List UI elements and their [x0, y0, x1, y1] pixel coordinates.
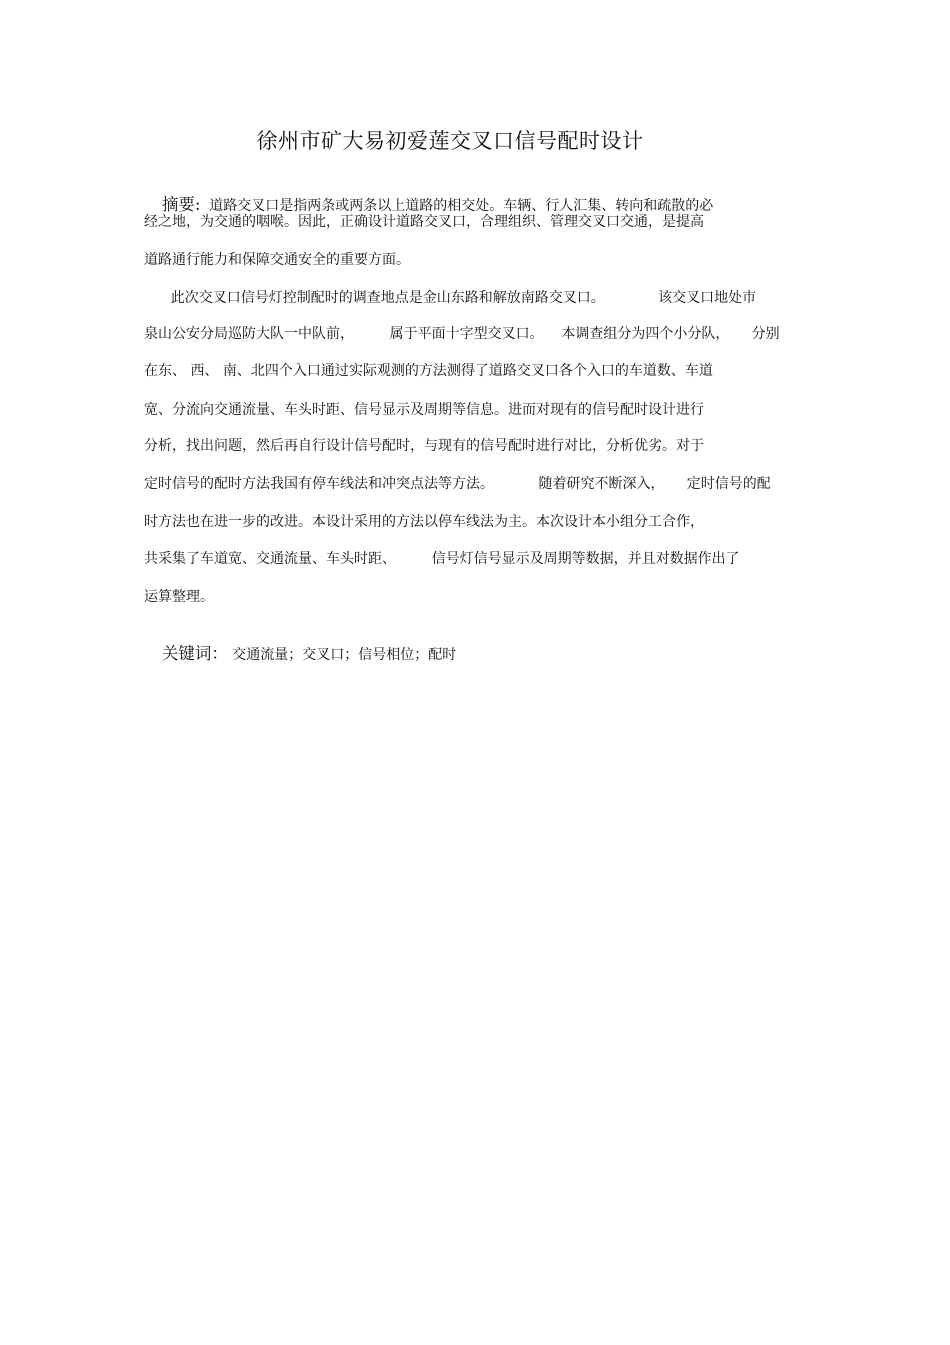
- body-line-4: 宽、分流向交通流量、车头时距、信号显示及周期等信息。进而对现有的信号配时设计进行: [144, 402, 704, 418]
- body-line-9: 运算整理。: [144, 589, 214, 605]
- body-line-3: 在东、 西、 南、北四个入口通过实际观测的方法测得了道路交叉口各个入口的车道数、车道: [144, 363, 713, 379]
- keywords-label: 关键词：: [161, 644, 228, 663]
- keywords-line: [144, 624, 456, 685]
- abstract-line-3: 道路通行能力和保障交通安全的重要方面。: [144, 252, 410, 268]
- abstract-text-1: 道路交叉口是指两条或两条以上道路的相交处。车辆、行人汇集、转向和疏散的必: [200, 198, 714, 214]
- abstract-label: 摘要:: [161, 195, 201, 214]
- document-title: 徐州市矿大易初爱莲交叉口信号配时设计: [256, 129, 644, 153]
- abstract-line-2: 经之地，为交通的咽喉。因此，正确设计道路交叉口，合理组织、管理交叉口交通，是提高: [144, 214, 704, 230]
- keywords-text: 交通流量；交叉口；信号相位；配时: [227, 647, 457, 663]
- body-line-6: 定时信号的配时方法我国有停车线法和冲突点法等方法。 随着研究不断深入， 定时信号的配: [144, 476, 771, 492]
- body-line-7: 时方法也在进一步的改进。本设计采用的方法以停车线法为主。本次设计本小组分工合作，: [144, 514, 704, 530]
- body-line-5: 分析，找出问题，然后再自行设计信号配时，与现有的信号配时进行对比，分析优劣。对于: [144, 438, 704, 454]
- body-line-2: 泉山公安分局巡防大队一中队前， 属于平面十字型交叉口。 本调查组分为四个小分队， 分别: [144, 326, 780, 342]
- body-line-1: 此次交叉口信号灯控制配时的调查地点是金山东路和解放南路交叉口。 该交叉口地处市: [144, 290, 757, 306]
- body-line-8: 共采集了车道宽、交通流量、车头时距、 信号灯信号显示及周期等数据，并且对数据作出了: [144, 551, 740, 567]
